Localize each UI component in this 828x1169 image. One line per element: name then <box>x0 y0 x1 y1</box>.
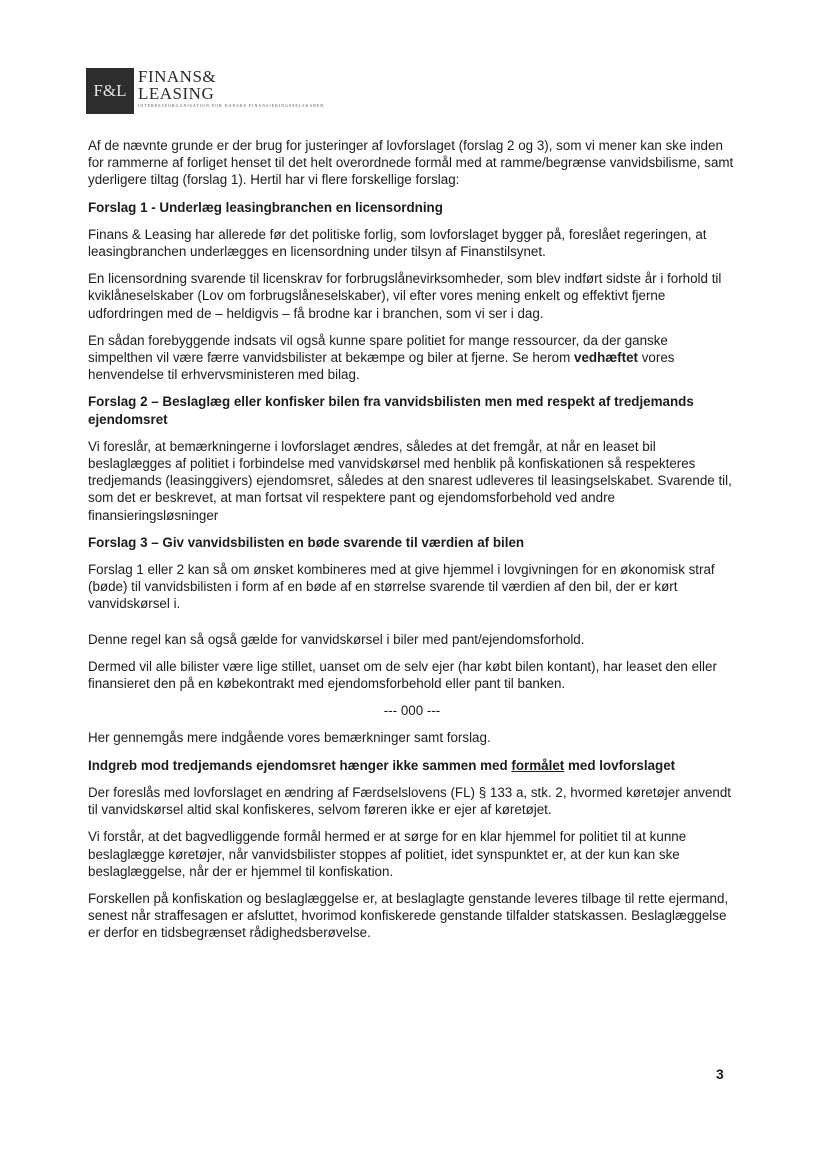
paragraph: Forskellen på konfiskation og beslaglæggelse er, at beslaglagte genstande leveres tilbage til rette ejermand, senest når straffesagen er afsluttet, hvorimod konfiskerede genstande tilfalder statskassen. Beslaglæggelse er derfor en tidsbegrænset rådighedsberøvelse. <box>88 890 729 941</box>
heading-forslag-3: Forslag 3 – Giv vanvidsbilisten en bøde svarende til værdien af bilen <box>88 534 525 550</box>
paragraph-with-attachment-reference <box>88 332 736 384</box>
logo-mark: F&L <box>86 68 134 114</box>
paragraph: Forslag 1 eller 2 kan så om ønsket kombineres med at give hjemmel i lovgivningen for en økonomisk straf (bøde) til vanvidsbilisten i form af en bøde af en størrelse svarende til værdien af den bil, der er kørt vanvidskørsel i. <box>88 562 715 612</box>
paragraph: Der foreslås med lovforslaget en ændring af Færdselslovens (FL) § 133 a, stk. 2, hvormed køretøjer anvendt til vanvidskørsel altid skal konfiskeres, selvom føreren ikke er ejer af køretøjet. <box>88 784 732 818</box>
logo-line-finans: FINANS& <box>138 67 217 86</box>
paragraph: Finans & Leasing har allerede før det politiske forlig, som lovforslaget bygger på, foreslået regeringen, at leasingbranchen underlægges en licensordning under tilsyn af Finanstilsynet. <box>88 226 707 260</box>
paragraph: Denne regel kan så også gælde for vanvidskørsel i biler med pant/ejendomsforhold. <box>88 631 585 647</box>
underlined-word: formålet <box>511 757 565 773</box>
finans-leasing-logo <box>86 68 324 114</box>
intro-paragraph: Af de nævnte grunde er der brug for justeringer af lovforslaget (forslag 2 og 3), som vi mener kan ske inden for rammerne af forliget henset til det helt overordnede formål med at ramme/begrænse vanvidsbilisme, samt yderligere tiltag (forslag 1). Hertil har vi flere forskellige forslag: <box>88 138 734 188</box>
heading-forslag-2: Forslag 2 – Beslaglæg eller konfisker bilen fra vanvidsbilisten men med respekt af tredjemands ejendomsret <box>88 394 694 427</box>
paragraph: Vi forstår, at det bagvedliggende formål hermed er at sørge for en klar hjemmel for politiet til at kunne beslaglægge køretøjer, når vanvidsbilister stoppes af politiet, idet synspunktet er, at der kun kan ske beslaglæggelse, når der er hjemmel til konfiskation. <box>88 829 687 879</box>
text-span: med lovforslaget <box>564 757 676 773</box>
text-span: Indgreb mod tredjemands ejendomsret hænger ikke sammen med <box>88 757 512 773</box>
logo-line-leasing: LEASING <box>138 84 215 103</box>
paragraph: Vi foreslår, at bemærkningerne i lovforslaget ændres, således at det fremgår, at når en leaset bil beslaglægges af politiet i forbindelse med vanvidskørsel med henblik på konfiskationen så respekteres tredjemands (leasinggivers) ejendomsret, således at den snarest udleveres til leasingselskabet. Svarende til, som det er beskrevet, at man fortsat vil respektere pant og ejendomsforbehold ved andre finansieringsløsninger <box>88 438 732 523</box>
paragraph: Dermed vil alle bilister være lige stillet, uanset om de selv ejer (har købt bilen kontant), har leaset den eller finansieret den på en købekontrakt med ejendomsforbehold eller pant til banken. <box>88 658 717 692</box>
bold-attachment-word: vedhæftet <box>574 350 638 366</box>
paragraph: En licensordning svarende til licenskrav for forbrugslånevirksomheder, som blev indført sidste år i forhold til kviklåneselskaber (Lov om forbrugslåneselskaber), vil efter vores mening enkelt og effektivt fjerne udfordringen med de – heldigvis – få brodne kar i branchen, som vi ser i dag. <box>88 271 722 321</box>
heading-indgreb <box>88 757 736 774</box>
logo-wordmark <box>138 68 324 114</box>
logo-tagline: INTERESSEORGANISATION FOR DANSKE FINANSIERINGSSELSKABER <box>138 103 325 108</box>
text-span: En sådan forebyggende indsats vil også kunne spare politiet for mange ressourcer, da der ganske simpelthen vil være færre vanvidsbilister at bekæmpe og biler at fjerne. Se herom <box>88 332 668 366</box>
heading-forslag-1: Forslag 1 - Underlæg leasingbranchen en licensordning <box>88 199 443 215</box>
document-body <box>88 137 736 952</box>
page-number: 3 <box>716 1066 724 1082</box>
section-separator: --- 000 --- <box>383 703 441 719</box>
text-span: vores henvendelse til erhvervsministeren med bilag. <box>88 350 675 383</box>
paragraph: Her gennemgås mere indgående vores bemærkninger samt forslag. <box>88 730 491 746</box>
